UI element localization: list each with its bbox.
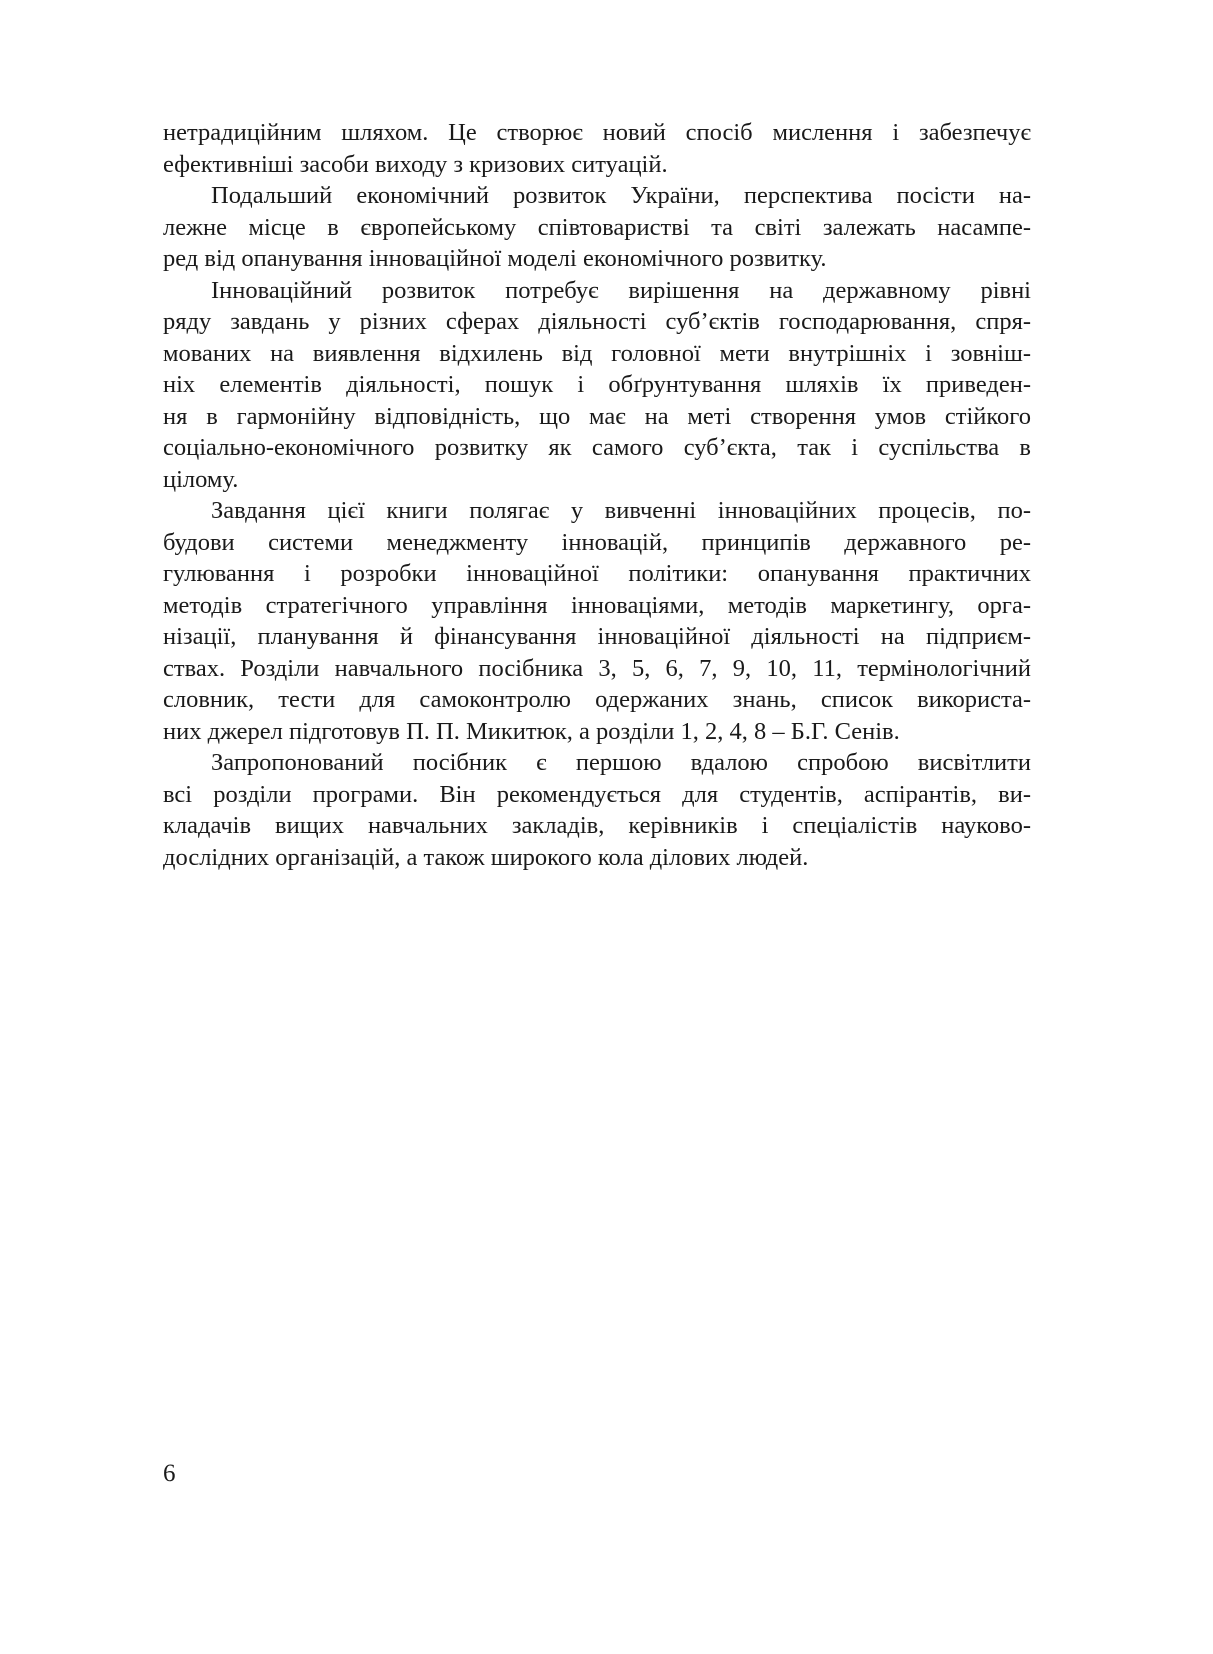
text-line: ствах. Розділи навчального посібника 3, 5, 6, 7, 9, 10, 11, термінологічний: [163, 654, 1031, 682]
text-line: Запропонований посібник є першою вдалою спробою висвітлити: [211, 749, 1031, 776]
text-line: лежне місце в європейському співтоваристві та світі залежать насампе-: [163, 213, 1031, 241]
text-line: нізації, планування й фінансування інноваційної діяльності на підприєм-: [163, 623, 1031, 650]
text-line: мованих на виявлення відхилень від головної мети внутрішніх і зовніш-: [163, 339, 1031, 367]
text-line: соціально-економічного розвитку як самого суб’єкта, так і суспільства в: [163, 434, 1031, 461]
text-line: Завдання цієї книги полягає у вивченні інноваційних процесів, по-: [211, 497, 1031, 524]
text-line: всі розділи програми. Він рекомендується для студентів, аспірантів, ви-: [163, 780, 1031, 808]
text-line: будови системи менеджменту інновацій, принципів державного ре-: [163, 528, 1031, 556]
text-line: них джерел підготовув П. П. Микитюк, а розділи 1, 2, 4, 8 – Б.Г. Сенів.: [163, 717, 900, 745]
text-line: цілому.: [163, 465, 239, 493]
text-line: ефективніші засоби виходу з кризових ситуацій.: [163, 150, 668, 178]
text-line: кладачів вищих навчальних закладів, керівників і спеціалістів науково-: [163, 812, 1031, 839]
paragraph: [163, 747, 1031, 873]
body-text: [163, 117, 1031, 873]
text-line: ряду завдань у різних сферах діяльності суб’єктів господарювання, спря-: [163, 308, 1031, 335]
paragraph: [163, 495, 1031, 747]
text-line: гулювання і розробки інноваційної політики: опанування практичних: [163, 560, 1031, 587]
paragraph: [163, 180, 1031, 275]
text-line: ред від опанування інноваційної моделі економічного розвитку.: [163, 245, 827, 272]
paragraph: [163, 275, 1031, 496]
paragraph: [163, 117, 1031, 180]
page-number: 6: [163, 1460, 176, 1487]
text-line: нетрадиційним шляхом. Це створює новий спосіб мислення і забезпечує: [163, 119, 1031, 146]
text-line: ня в гармонійну відповідність, що має на меті створення умов стійкого: [163, 402, 1031, 430]
text-line: дослідних організацій, а також широкого кола ділових людей.: [163, 843, 809, 871]
text-line: Подальший економічний розвиток України, перспектива посісти на-: [211, 182, 1031, 209]
text-line: Інноваційний розвиток потребує вирішення на державному рівні: [211, 276, 1031, 304]
text-line: ніх елементів діяльності, пошук і обґрунтування шляхів їх приведен-: [163, 371, 1031, 398]
text-line: методів стратегічного управління інноваціями, методів маркетингу, орга-: [163, 591, 1031, 619]
text-line: словник, тести для самоконтролю одержаних знань, список використа-: [163, 686, 1031, 713]
